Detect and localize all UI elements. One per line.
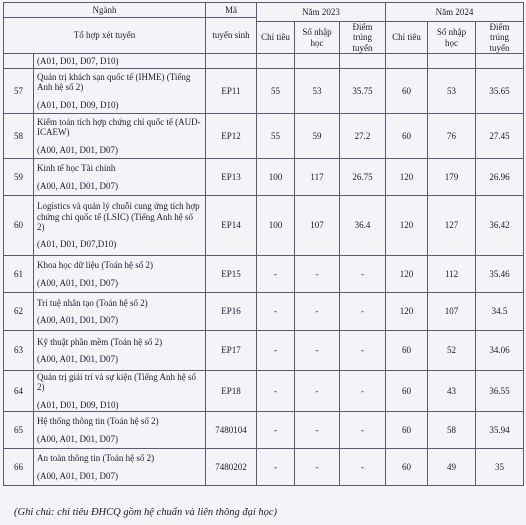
value-cell-ct23: 100	[257, 159, 295, 196]
program-cell	[34, 69, 206, 114]
subject-combo: (A00, A01, D01, D07)	[37, 277, 118, 288]
header-ma: Mã	[206, 3, 257, 18]
program-name: Kiểm toán tích hợp chứng chỉ quốc tế (AUD-ICAEW)	[37, 117, 201, 138]
header-so-nhap-hoc-2024: Số nhập học	[428, 22, 476, 54]
value-cell-nh23: 107	[295, 196, 340, 256]
value-cell-ct24: 60	[386, 412, 428, 449]
subject-combo: (A01, D01, D09, D10)	[37, 99, 119, 110]
value-cell	[428, 54, 476, 69]
program-cell	[34, 412, 206, 449]
value-cell-ct24: 60	[386, 69, 428, 114]
value-cell-nh24: 107	[428, 293, 476, 331]
stt-cell: 66	[4, 449, 34, 486]
value-cell-nh24: 179	[428, 159, 476, 196]
table-row-continued	[4, 54, 524, 69]
code-cell	[206, 54, 257, 69]
value-cell-d24: 34.06	[476, 331, 524, 371]
footnote: (Ghi chú: chỉ tiêu ĐHCQ gồm hệ chuẩn và liên thông đại học)	[14, 507, 278, 518]
stt-cell: 65	[4, 412, 34, 449]
table-row	[4, 159, 524, 196]
subject-combo: (A00, A01, D01, D07)	[37, 315, 118, 326]
program-cell	[34, 159, 206, 196]
program-cell	[34, 196, 206, 256]
table-row	[4, 331, 524, 371]
program-name: Quản trị giải trí và sự kiện (Tiếng Anh hệ số 2)	[37, 372, 197, 393]
value-cell-nh24: 53	[428, 69, 476, 114]
subject-combo: (A01, D01, D07,D10)	[37, 239, 117, 250]
table-row	[4, 69, 524, 114]
code-cell: 7480104	[206, 412, 257, 449]
value-cell-nh23: 53	[295, 69, 340, 114]
program-name: Logistics và quản lý chuỗi cung ứng tích hợp chứng chỉ quốc tế (LSIC) (Tiếng Anh hệ số 2)	[37, 201, 200, 233]
stt-cell: 62	[4, 293, 34, 331]
table-row	[4, 371, 524, 412]
header-row-1	[4, 3, 524, 18]
code-cell: 7480202	[206, 449, 257, 486]
value-cell-ct23: -	[257, 371, 295, 412]
value-cell-nh24: 112	[428, 256, 476, 293]
value-cell-nh24: 43	[428, 371, 476, 412]
stt-cell	[4, 54, 34, 69]
value-cell-ct23: -	[257, 256, 295, 293]
value-cell	[386, 54, 428, 69]
value-cell-ct23: -	[257, 449, 295, 486]
header-year-2024: Năm 2024	[386, 3, 524, 22]
program-cell	[34, 331, 206, 371]
value-cell-nh23: 117	[295, 159, 340, 196]
combo-cell: (A01, D01, D07, D10)	[34, 54, 206, 69]
value-cell-d24: 35.65	[476, 69, 524, 114]
value-cell-d24: 36.55	[476, 371, 524, 412]
header-tuyen-sinh: tuyển sinh	[206, 18, 257, 54]
value-cell-ct24: 60	[386, 449, 428, 486]
program-name: Quản trị khách sạn quốc tế (IHME) (Tiếng Anh hệ số 2)	[37, 72, 191, 93]
value-cell-d24: 35.94	[476, 412, 524, 449]
table-row	[4, 114, 524, 159]
value-cell-ct23: 55	[257, 114, 295, 159]
subject-combo: (A01, D01, D09, D10)	[37, 399, 119, 410]
value-cell-d23: -	[340, 412, 386, 449]
value-cell-nh23: 59	[295, 114, 340, 159]
header-year-2023: Năm 2023	[257, 3, 386, 22]
value-cell-nh24: 76	[428, 114, 476, 159]
code-cell: EP11	[206, 69, 257, 114]
value-cell-ct24: 120	[386, 159, 428, 196]
value-cell-ct23: -	[257, 412, 295, 449]
program-cell	[34, 114, 206, 159]
value-cell-d24: 35.46	[476, 256, 524, 293]
value-cell-d23: 35.75	[340, 69, 386, 114]
table-row	[4, 256, 524, 293]
value-cell-ct24: 120	[386, 293, 428, 331]
value-cell	[340, 54, 386, 69]
value-cell	[476, 54, 524, 69]
value-cell-nh23: -	[295, 371, 340, 412]
stt-cell: 63	[4, 331, 34, 371]
value-cell	[295, 54, 340, 69]
program-name: Kinh tế học Tài chính	[37, 163, 116, 174]
program-cell	[34, 256, 206, 293]
stt-cell: 58	[4, 114, 34, 159]
stt-cell: 64	[4, 371, 34, 412]
value-cell-ct23: -	[257, 293, 295, 331]
value-cell-ct23: 55	[257, 69, 295, 114]
code-cell: EP12	[206, 114, 257, 159]
stt-cell: 59	[4, 159, 34, 196]
program-name: Khoa học dữ liệu (Toán hệ số 2)	[37, 260, 153, 271]
value-cell-nh24: 52	[428, 331, 476, 371]
value-cell-ct24: 60	[386, 371, 428, 412]
value-cell-ct23: 100	[257, 196, 295, 256]
value-cell-nh23: -	[295, 331, 340, 371]
code-cell: EP16	[206, 293, 257, 331]
program-name: An toàn thông tin (Toán hệ số 2)	[37, 453, 155, 464]
header-nganh: Ngành	[4, 3, 206, 18]
value-cell	[257, 54, 295, 69]
header-chi-tieu-2023: Chỉ tiêu	[257, 22, 295, 54]
code-cell: EP13	[206, 159, 257, 196]
table-row	[4, 196, 524, 256]
value-cell-nh23: -	[295, 412, 340, 449]
header-so-nhap-hoc-2023: Số nhập học	[295, 22, 340, 54]
value-cell-d24: 35	[476, 449, 524, 486]
value-cell-nh23: -	[295, 293, 340, 331]
admission-table	[3, 2, 524, 486]
program-name: Hệ thống thông tin (Toán hệ số 2)	[37, 416, 159, 427]
code-cell: EP17	[206, 331, 257, 371]
value-cell-ct24: 120	[386, 256, 428, 293]
subject-combo: (A00, A01, D01, D07)	[37, 144, 118, 155]
value-cell-ct23: -	[257, 331, 295, 371]
stt-cell: 61	[4, 256, 34, 293]
code-cell: EP18	[206, 371, 257, 412]
table-row	[4, 412, 524, 449]
stt-cell: 60	[4, 196, 34, 256]
program-name: Kỹ thuật phần mềm (Toán hệ số 2)	[37, 336, 163, 347]
value-cell-d23: -	[340, 449, 386, 486]
value-cell-ct24: 120	[386, 196, 428, 256]
value-cell-d24: 27.45	[476, 114, 524, 159]
program-cell	[34, 371, 206, 412]
value-cell-d23: -	[340, 293, 386, 331]
value-cell-d24: 36.42	[476, 196, 524, 256]
header-to-hop: Tổ hợp xét tuyển	[4, 18, 206, 54]
value-cell-nh24: 127	[428, 196, 476, 256]
stt-cell: 57	[4, 69, 34, 114]
value-cell-nh23: -	[295, 256, 340, 293]
header-diem-2023: Điểm trúng tuyển	[340, 22, 386, 54]
program-cell	[34, 293, 206, 331]
value-cell-d23: 27.2	[340, 114, 386, 159]
table-row	[4, 449, 524, 486]
subject-combo: (A00, A01, D01, D07)	[37, 354, 118, 365]
value-cell-d24: 34.5	[476, 293, 524, 331]
value-cell-d23: -	[340, 371, 386, 412]
subject-combo: (A00, A01, D01, D07)	[37, 180, 118, 191]
value-cell-ct24: 60	[386, 114, 428, 159]
header-chi-tieu-2024: Chỉ tiêu	[386, 22, 428, 54]
value-cell-ct24: 60	[386, 331, 428, 371]
value-cell-d24: 26.96	[476, 159, 524, 196]
program-name: Trí tuệ nhân tạo (Toán hệ số 2)	[37, 297, 148, 308]
value-cell-nh23: -	[295, 449, 340, 486]
subject-combo: (A00, A01, D01, D07)	[37, 433, 118, 444]
program-cell	[34, 449, 206, 486]
header-diem-2024: Điểm trúng tuyển	[476, 22, 524, 54]
value-cell-d23: 26.75	[340, 159, 386, 196]
code-cell: EP14	[206, 196, 257, 256]
table-row	[4, 293, 524, 331]
value-cell-d23: 36.4	[340, 196, 386, 256]
value-cell-nh24: 58	[428, 412, 476, 449]
value-cell-d23: -	[340, 256, 386, 293]
value-cell-d23: -	[340, 331, 386, 371]
subject-combo: (A00, A01, D01, D07)	[37, 470, 118, 481]
code-cell: EP15	[206, 256, 257, 293]
value-cell-nh24: 49	[428, 449, 476, 486]
